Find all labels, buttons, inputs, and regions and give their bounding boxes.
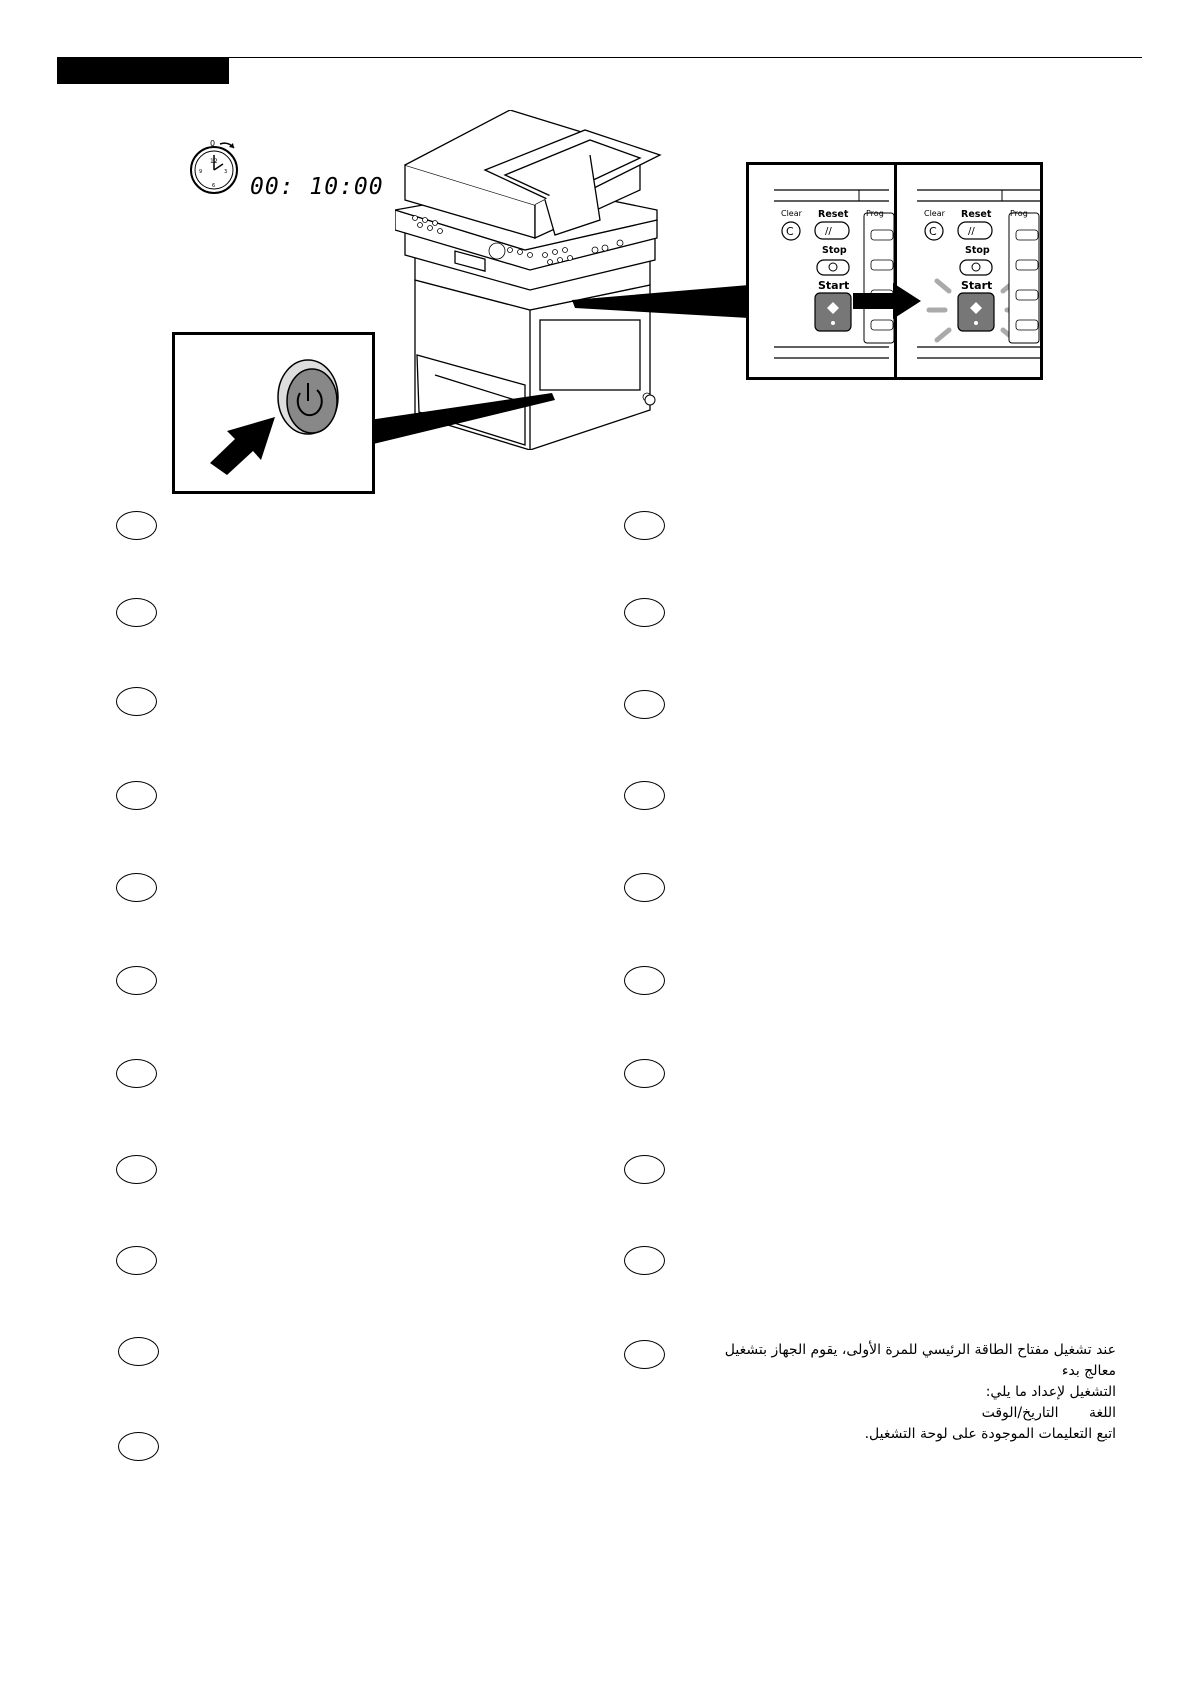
svg-text:C: C	[929, 225, 937, 238]
language-marker	[624, 598, 665, 627]
language-marker	[116, 1155, 157, 1184]
prog-label: Prog	[866, 209, 884, 218]
clear-label: Clear	[924, 209, 945, 218]
language-marker	[624, 511, 665, 540]
language-marker	[116, 687, 157, 716]
language-marker	[624, 1246, 665, 1275]
arabic-line-1: عند تشغيل مفتاح الطاقة الرئيسي للمرة الأولى، يقوم الجهاز بتشغيل معالج بدء	[724, 1342, 1116, 1379]
language-marker	[116, 781, 157, 810]
svg-text:9: 9	[199, 169, 203, 175]
dial-zero-label: 0	[210, 139, 216, 148]
language-marker	[624, 1059, 665, 1088]
arabic-line-2: التشغيل لإعداد ما يلي:	[985, 1384, 1116, 1400]
language-marker	[624, 781, 665, 810]
language-marker	[116, 511, 157, 540]
language-marker	[624, 966, 665, 995]
language-marker	[624, 690, 665, 719]
language-marker	[116, 1059, 157, 1088]
svg-text:3: 3	[224, 169, 228, 175]
arabic-items	[690, 1403, 1116, 1424]
svg-text:C: C	[786, 225, 794, 238]
stop-label: Stop	[822, 245, 847, 256]
stop-label: Stop	[965, 245, 990, 256]
language-marker	[116, 966, 157, 995]
start-label: Start	[961, 279, 993, 292]
language-marker	[116, 873, 157, 902]
item-datetime: التاريخ/الوقت	[981, 1405, 1059, 1421]
language-marker	[116, 1246, 157, 1275]
svg-text:6: 6	[212, 183, 216, 189]
language-marker	[624, 873, 665, 902]
power-switch-inset	[172, 332, 375, 494]
panel-before	[749, 165, 894, 377]
language-marker	[624, 1340, 665, 1369]
arabic-instructions	[690, 1340, 1116, 1445]
clear-label: Clear	[781, 209, 802, 218]
language-marker	[116, 598, 157, 627]
prog-label: Prog	[1010, 209, 1028, 218]
reset-label: Reset	[961, 209, 992, 220]
language-marker	[118, 1337, 159, 1366]
start-label: Start	[818, 279, 850, 292]
control-panel-detail	[746, 162, 1043, 380]
svg-text://: //	[968, 226, 975, 237]
panel-after	[897, 165, 1042, 377]
svg-text://: //	[825, 226, 832, 237]
timer-readout: 00: 10:00	[250, 174, 384, 200]
svg-text:12: 12	[210, 158, 218, 165]
language-marker	[118, 1432, 159, 1461]
arabic-line-4: اتبع التعليمات الموجودة على لوحة التشغيل.	[864, 1426, 1116, 1442]
language-marker	[624, 1155, 665, 1184]
item-language: اللغة	[1088, 1405, 1116, 1421]
reset-label: Reset	[818, 209, 849, 220]
